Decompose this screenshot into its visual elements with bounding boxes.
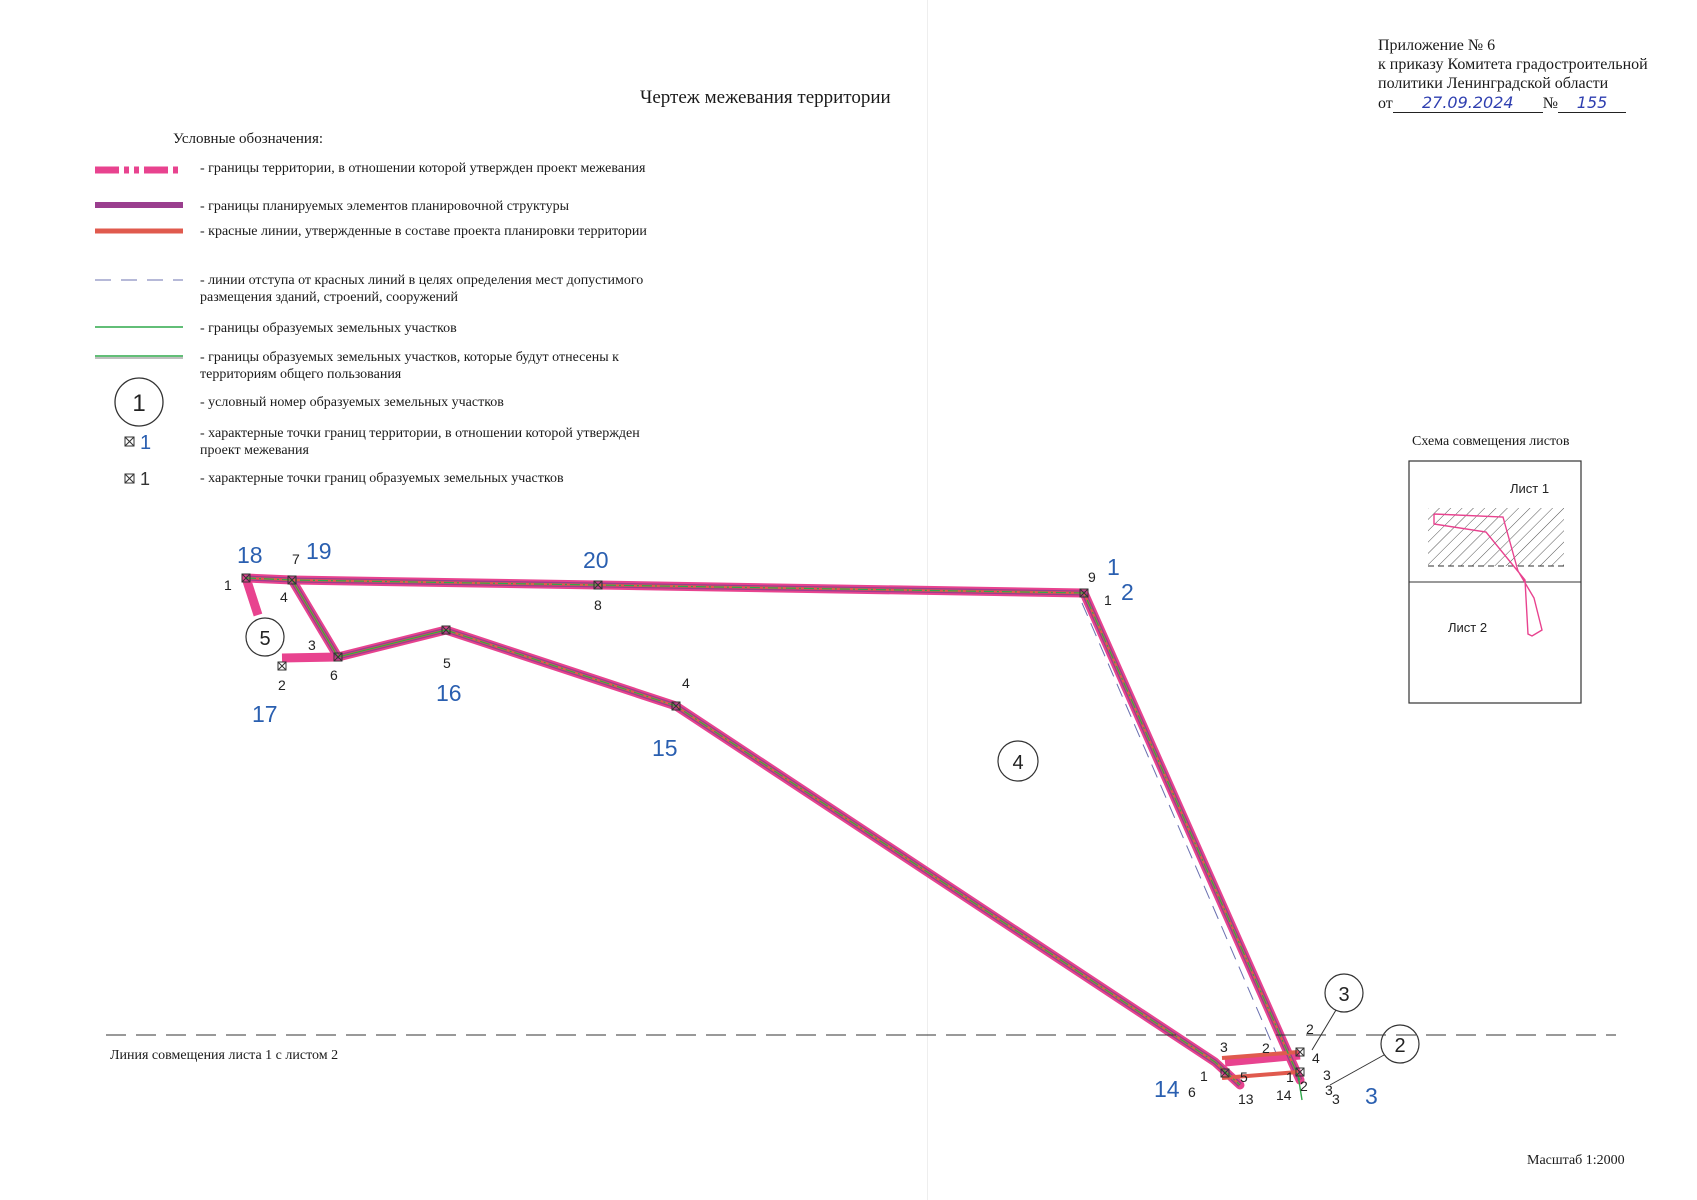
parcel-number: 3 bbox=[1338, 984, 1350, 1006]
legend-item-parcel: - границы образуемых земельных участков bbox=[200, 321, 457, 336]
parcel-point-label: 1 bbox=[1286, 1069, 1294, 1085]
territory-point-label: 18 bbox=[237, 542, 263, 568]
legend-item-parcel-number: - условный номер образуемых земельных участков bbox=[200, 395, 504, 410]
territory-point-label: 16 bbox=[436, 680, 462, 706]
parcel-point-label: 3 bbox=[308, 637, 316, 653]
parcel-point-label: 13 bbox=[1238, 1091, 1254, 1107]
territory-boundary bbox=[246, 578, 1300, 1085]
territory-point-labels bbox=[237, 538, 1378, 1109]
legend-item-territory: - границы территории, в отношении которой утвержден проект межевания bbox=[200, 161, 646, 176]
parcel-point-label: 4 bbox=[682, 675, 690, 691]
legend-item-public-parcel: - границы образуемых земельных участков, которые будут отнесены к территориям общего пользования bbox=[200, 350, 619, 382]
annex-from-label: от bbox=[1378, 95, 1393, 112]
drawing-title: Чертеж межевания территории bbox=[640, 87, 891, 108]
territory-point-label: 15 bbox=[652, 735, 678, 761]
parcel-point-label: 3 bbox=[1332, 1091, 1340, 1107]
territory-point-label: 14 bbox=[1154, 1076, 1180, 1102]
territory-point-label: 19 bbox=[306, 538, 332, 564]
parcel-boundaries bbox=[246, 578, 1302, 1100]
parcel-point-label: 2 bbox=[1300, 1078, 1308, 1094]
parcel-number: 5 bbox=[259, 628, 271, 650]
parcel-number: 4 bbox=[1012, 752, 1024, 774]
parcel-point-label: 9 bbox=[1088, 569, 1096, 585]
parcel-point-label: 1 bbox=[224, 577, 232, 593]
territory-point-label: 20 bbox=[583, 547, 609, 573]
parcel-number-circles bbox=[246, 618, 1419, 1085]
legend-parcel-number: 1 bbox=[132, 390, 146, 417]
territory-point-label: 17 bbox=[252, 701, 278, 727]
parcel-point-label: 6 bbox=[1188, 1084, 1196, 1100]
parcel-point-label: 5 bbox=[443, 655, 451, 671]
annex-line-2: к приказу Комитета градостроительной bbox=[1378, 56, 1648, 73]
annex-line-3: политики Ленинградской области bbox=[1378, 75, 1609, 92]
parcel-point-label: 3 bbox=[1325, 1082, 1333, 1098]
territory-point-label: 3 bbox=[1365, 1083, 1378, 1109]
sheet-join-label: Линия совмещения листа 1 с листом 2 bbox=[110, 1048, 339, 1063]
scheme-sheet1-label: Лист 1 bbox=[1510, 481, 1550, 496]
parcel-point-label: 3 bbox=[1220, 1039, 1228, 1055]
point-markers bbox=[242, 574, 1304, 1077]
parcel-point-label: 2 bbox=[1306, 1021, 1314, 1037]
parcel-point-label: 3 bbox=[1323, 1067, 1331, 1083]
scale-label: Масштаб 1:2000 bbox=[1527, 1153, 1625, 1168]
legend-title: Условные обозначения: bbox=[173, 131, 324, 147]
scheme-title: Схема совмещения листов bbox=[1412, 434, 1570, 449]
legend-item-redline: - красные линии, утвержденные в составе проекта планировки территории bbox=[200, 224, 647, 239]
legend-territory-point-number: 1 bbox=[140, 432, 152, 454]
parcel-point-label: 8 bbox=[594, 597, 602, 613]
legend-item-territory-point: - характерные точки границ территории, в отношении которой утвержден проект межевания bbox=[200, 426, 640, 458]
annex-no-label: № bbox=[1542, 95, 1559, 112]
parcel-point-label: 2 bbox=[1262, 1040, 1270, 1056]
parcel-point-label: 6 bbox=[330, 667, 338, 683]
parcel-point-label: 1 bbox=[1200, 1068, 1208, 1084]
annex-number: 155 bbox=[1558, 93, 1626, 113]
legend-item-offset: - линии отступа от красных линий в целях определения мест допустимого размещения зданий, строений, сооружений bbox=[200, 273, 644, 305]
parcel-number: 2 bbox=[1394, 1035, 1406, 1057]
parcel-point-label: 14 bbox=[1276, 1087, 1292, 1103]
parcel-point-label: 4 bbox=[280, 589, 288, 605]
parcel-point-labels bbox=[224, 551, 1340, 1107]
territory-point-label: 2 bbox=[1121, 579, 1134, 605]
annex-line-1: Приложение № 6 bbox=[1378, 37, 1496, 54]
annex-date: 27.09.2024 bbox=[1393, 93, 1543, 113]
parcel-point-label: 4 bbox=[1312, 1050, 1320, 1066]
scheme-sheet2-label: Лист 2 bbox=[1448, 620, 1488, 635]
legend-item-parcel-point: - характерные точки границ образуемых земельных участков bbox=[200, 471, 564, 486]
legend-item-structure: - границы планируемых элементов планировочной структуры bbox=[200, 199, 569, 214]
territory-point-label: 1 bbox=[1107, 554, 1120, 580]
legend-parcel-point-number: 1 bbox=[140, 469, 151, 489]
parcel-point-label: 5 bbox=[1240, 1069, 1248, 1085]
parcel-point-label: 7 bbox=[292, 551, 300, 567]
point-marker-icon bbox=[278, 662, 286, 670]
parcel-point-label: 2 bbox=[278, 677, 286, 693]
parcel-point-label: 1 bbox=[1104, 592, 1112, 608]
